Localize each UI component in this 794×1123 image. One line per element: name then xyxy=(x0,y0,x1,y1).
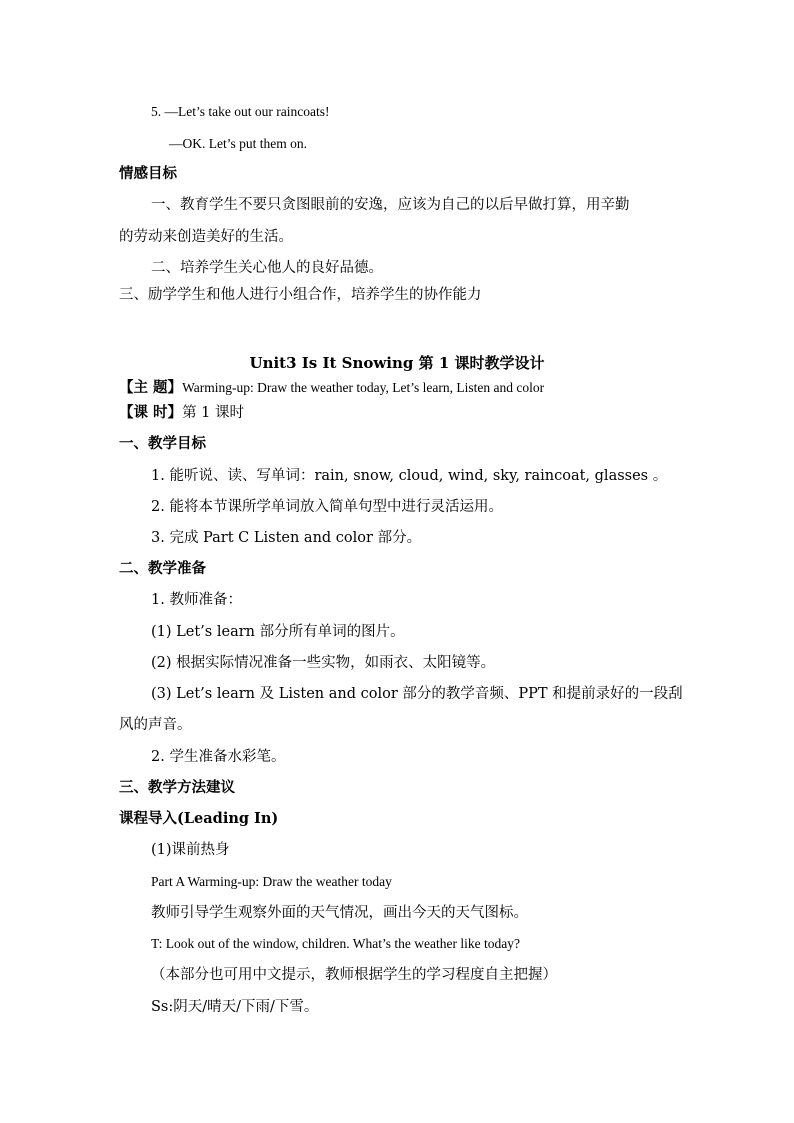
preparation-item: (3) Let’s learn 及 Listen and color 部分的教学音频、PPT 和提前录好的一段刮 xyxy=(151,686,683,702)
theme-value: Warming-up: Draw the weather today, Let’s learn, Listen and color xyxy=(182,380,545,395)
objective-item: 1. 能听说、读、写单词：rain, snow, cloud, wind, sky, raincoat, glasses 。 xyxy=(151,468,668,484)
preparation-item-continued: 风的声音。 xyxy=(119,717,192,733)
period-label: 【课 时】 xyxy=(119,404,183,421)
lesson-title: Unit3 Is It Snowing 第 1 课时教学设计 xyxy=(249,354,545,372)
teacher-line: T: Look out of the window, children. What’s the weather like today? xyxy=(151,936,520,951)
subheading-leading-in: 课程导入(Leading In) xyxy=(119,810,279,827)
step-heading: (1)课前热身 xyxy=(151,842,230,858)
section-heading-emotion: 情感目标 xyxy=(119,165,177,182)
objective-item: 3. 完成 Part C Listen and color 部分。 xyxy=(151,530,422,546)
dialogue-line-1: 5. —Let’s take out our raincoats! xyxy=(151,104,330,119)
dialogue-line-2: —OK. Let’s put them on. xyxy=(169,136,307,151)
section-heading-objectives: 一、教学目标 xyxy=(119,435,206,452)
activity-line: 教师引导学生观察外面的天气情况，画出今天的天气图标。 xyxy=(151,905,528,921)
preparation-item: (2) 根据实际情况准备一些实物，如雨衣、太阳镜等。 xyxy=(151,655,496,671)
paragraph-line: 三、励学学生和他人进行小组合作，培养学生的协作能力 xyxy=(119,287,482,303)
section-heading-methods: 三、教学方法建议 xyxy=(119,779,235,796)
theme-label: 【主 题】 xyxy=(119,379,183,396)
activity-line: Part A Warming-up: Draw the weather today xyxy=(151,874,392,889)
period-row xyxy=(119,404,244,422)
paragraph-line: 的劳动来创造美好的生活。 xyxy=(119,229,293,245)
preparation-item: (1) Let’s learn 部分所有单词的图片。 xyxy=(151,624,405,640)
objective-item: 2. 能将本节课所学单词放入简单句型中进行灵活运用。 xyxy=(151,499,503,515)
students-line: Ss:阴天/晴天/下雨/下雪。 xyxy=(151,999,319,1015)
paragraph-line: 一、教育学生不要只贪图眼前的安逸，应该为自己的以后早做打算，用辛勤 xyxy=(151,197,630,213)
preparation-item: 1. 教师准备： xyxy=(151,592,242,608)
section-heading-preparation: 二、教学准备 xyxy=(119,560,206,577)
note-line: （本部分也可用中文提示，教师根据学生的学习程度自主把握） xyxy=(151,967,557,983)
preparation-item: 2. 学生准备水彩笔。 xyxy=(151,749,286,765)
period-value: 第 1 课时 xyxy=(182,405,245,421)
paragraph-line: 二、培养学生关心他人的良好品德。 xyxy=(151,260,383,276)
theme-row xyxy=(119,379,544,397)
